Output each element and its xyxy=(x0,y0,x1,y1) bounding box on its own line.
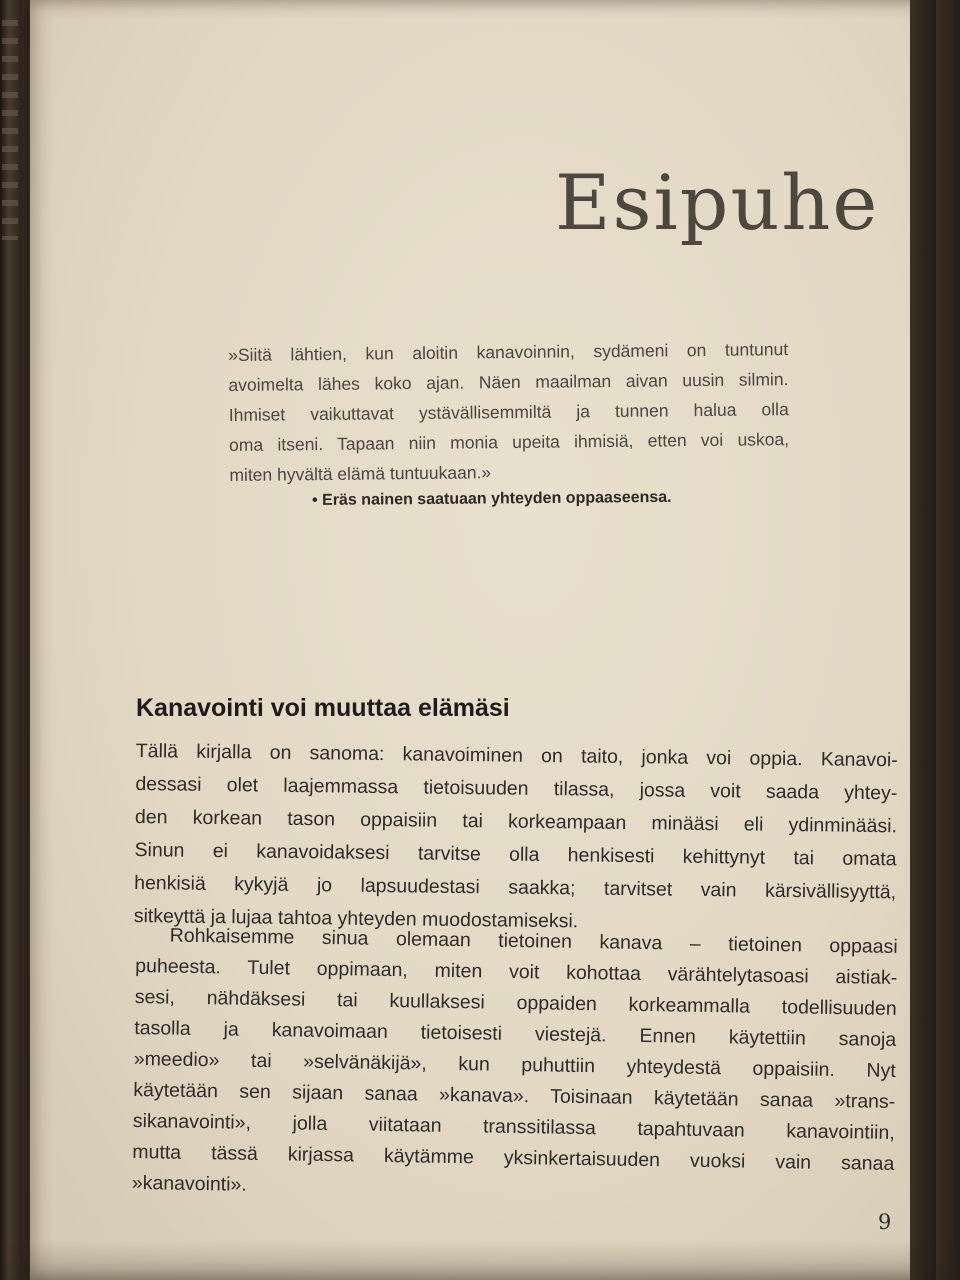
body-line: den korkean tason oppaisiin tai korkeampaan minääsi eli ydinminääsi. xyxy=(134,805,898,838)
page-number: 9 xyxy=(878,1210,892,1234)
body-line: mutta tässä kirjassa käytämme yksinkertaisuuden vuoksi vain sanaa xyxy=(132,1140,895,1175)
chapter-title: Esipuhe xyxy=(555,158,880,247)
epigraph-attribution: • Eräs nainen saatuaan yhteyden oppaaseensa. xyxy=(312,488,672,509)
body-line: sitkeyttä ja lujaa tahtoa yhteyden muodostamiseksi. xyxy=(133,904,579,933)
epigraph-line: oma itseni. Tapaan niin monia upeita ihmisiä, etten voi uskoa, xyxy=(228,429,790,455)
bottom-shadow xyxy=(0,1240,960,1280)
body-line: sikanavointi», jolla viitataan transsitilassa tapahtuvaan kanavointiin, xyxy=(132,1109,895,1144)
epigraph-quote xyxy=(228,334,790,490)
left-page-edge xyxy=(0,0,22,1280)
section-heading: Kanavointi voi muuttaa elämäsi xyxy=(136,694,510,722)
body-line: »meedio» tai »selvänäkijä», kun puhuttiin yhteydestä oppaisiin. Nyt xyxy=(133,1047,896,1082)
body-line: henkisiä kykyjä jo lapsuudestasi saakka; tarvitset vain kärsivällisyyttä, xyxy=(134,871,897,904)
body-line: Rohkaisemme sinua olemaan tietoinen kanava – tietoinen oppaasi xyxy=(169,924,898,958)
body-line: Tällä kirjalla on sanoma: kanavoiminen on taito, jonka voi oppia. Kanavoi- xyxy=(135,739,898,772)
body-line: puheesta. Tulet oppimaan, miten voit kohottaa värähtelytasoasi aistiak- xyxy=(135,954,898,989)
body-line: sesi, nähdäksesi tai kuullaksesi oppaiden korkeammalla todellisuuden xyxy=(134,985,897,1020)
left-page-text-fragment xyxy=(2,20,18,240)
page-right-edge xyxy=(910,0,936,1280)
body-line: dessasi olet laajemmassa tietoisuuden tilassa, jossa voit saada yhtey- xyxy=(135,772,898,805)
body-line: tasolla ja kanavoimaan tietoisesti viestejä. Ennen käytettiin sanoja xyxy=(134,1016,897,1051)
epigraph-line: Ihmiset vaikuttavat ystävällisemmiltä ja tunnen halua olla xyxy=(228,399,789,425)
body-line: »kanavointi». xyxy=(131,1171,247,1196)
epigraph-line: avoimelta lähes koko ajan. Näen maailman aivan uusin silmin. xyxy=(228,369,789,395)
epigraph-line: »Siitä lähtien, kun aloitin kanavoinnin, sydämeni on tuntunut xyxy=(228,339,789,365)
body-line: Sinun ei kanavoidaksesi tarvitse olla henkisesti kehittynyt tai omata xyxy=(134,838,897,871)
epigraph-line: miten hyvältä elämä tuntuukaan.» xyxy=(229,462,492,485)
body-line: käytetään sen sijaan sanaa »kanava». Toisinaan käytetään sanaa »trans- xyxy=(133,1078,896,1113)
body-paragraph-1 xyxy=(134,735,898,942)
body-paragraph-2 xyxy=(132,920,898,1211)
